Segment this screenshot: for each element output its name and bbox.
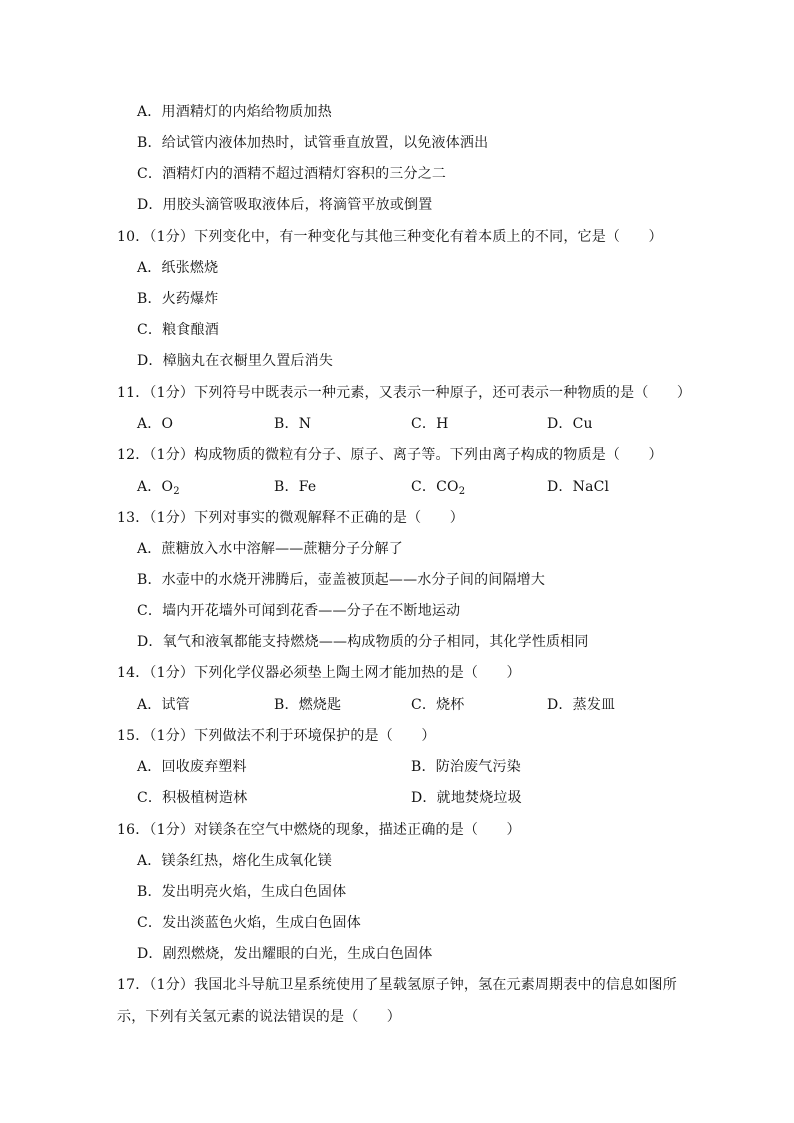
q10-stem: 10．（1分）下列变化中，有一种变化与其他三种变化有着本质上的不同，它是（ ）	[117, 229, 663, 245]
q14-option-c: C．烧杯	[411, 697, 465, 713]
q14-stem: 14．（1分）下列化学仪器必须垫上陶土网才能加热的是（ ）	[117, 665, 521, 681]
q11-stem: 11．（1分）下列符号中既表示一种元素，又表示一种原子，还可表示一种物质的是（ ）	[117, 385, 692, 401]
q12-option-c-text: C．CO	[411, 479, 459, 495]
q13-option-d: D．氧气和液氧都能支持燃烧——构成物质的分子相同，其化学性质相同	[137, 634, 589, 650]
q13-option-a: A．蔗糖放入水中溶解——蔗糖分子分解了	[137, 541, 403, 557]
q17-stem-line1: 17．（1分）我国北斗导航卫星系统使用了星载氢原子钟，氢在元素周期表中的信息如图所	[117, 977, 677, 993]
q12-option-c	[411, 477, 465, 497]
q12-option-d: D．NaCl	[547, 479, 610, 495]
q14-option-a: A．试管	[137, 697, 190, 713]
q15-option-b: B．防治废气污染	[411, 759, 521, 775]
q16-option-a: A．镁条红热，熔化生成氧化镁	[137, 853, 332, 869]
q10-option-b: B．火药爆炸	[137, 291, 219, 307]
q16-option-b: B．发出明亮火焰，生成白色固体	[137, 884, 347, 900]
q12-option-b: B．Fe	[274, 479, 317, 495]
q13-stem: 13．（1分）下列对事实的微观解释不正确的是（ ）	[117, 510, 464, 526]
q9-option-d: D．用胶头滴管吸取液体后，将滴管平放或倒置	[137, 197, 433, 213]
q10-option-d: D．樟脑丸在衣橱里久置后消失	[137, 353, 334, 369]
q11-option-d: D．Cu	[547, 416, 593, 432]
q9-option-b: B．给试管内液体加热时，试管垂直放置，以免液体洒出	[137, 135, 489, 151]
q13-option-c: C．墙内开花墙外可闻到花香——分子在不断地运动	[137, 603, 461, 619]
q12-option-c-subscript: 2	[458, 486, 466, 497]
q16-stem: 16．（1分）对镁条在空气中燃烧的现象，描述正确的是（ ）	[117, 822, 521, 838]
q14-option-b: B．燃烧匙	[274, 697, 342, 713]
q14-option-d: D．蒸发皿	[547, 697, 616, 713]
q15-stem: 15．（1分）下列做法不利于环境保护的是（ ）	[117, 728, 436, 744]
q16-option-c: C．发出淡蓝色火焰，生成白色固体	[137, 915, 361, 931]
q15-option-a: A．回收废弃塑料	[137, 759, 247, 775]
q12-option-a-subscript: 2	[173, 486, 180, 497]
q12-option-a	[137, 477, 180, 497]
q12-option-a-text: A．O	[137, 479, 174, 495]
q11-option-c: C．H	[411, 416, 449, 432]
q9-option-a: A．用酒精灯的内焰给物质加热	[137, 104, 332, 120]
q10-option-a: A．纸张燃烧	[137, 260, 219, 276]
q13-option-b: B．水壶中的水烧开沸腾后，壶盖被顶起——水分子间的间隔增大	[137, 572, 546, 588]
q11-option-b: B．N	[274, 416, 312, 432]
q12-stem: 12．（1分）构成物质的微粒有分子、原子、离子等。下列由离子构成的物质是（ ）	[117, 447, 663, 463]
q15-option-d: D．就地焚烧垃圾	[411, 790, 522, 806]
q9-option-c: C．酒精灯内的酒精不超过酒精灯容积的三分之二	[137, 166, 447, 182]
q17-stem-line2: 示，下列有关氢元素的说法错误的是（ ）	[117, 1009, 401, 1025]
q10-option-c: C．粮食酿酒	[137, 322, 219, 338]
q11-option-a: A．O	[137, 416, 174, 432]
q16-option-d: D．剧烈燃烧，发出耀眼的白光，生成白色固体	[137, 946, 433, 962]
q15-option-c: C．积极植树造林	[137, 790, 248, 806]
